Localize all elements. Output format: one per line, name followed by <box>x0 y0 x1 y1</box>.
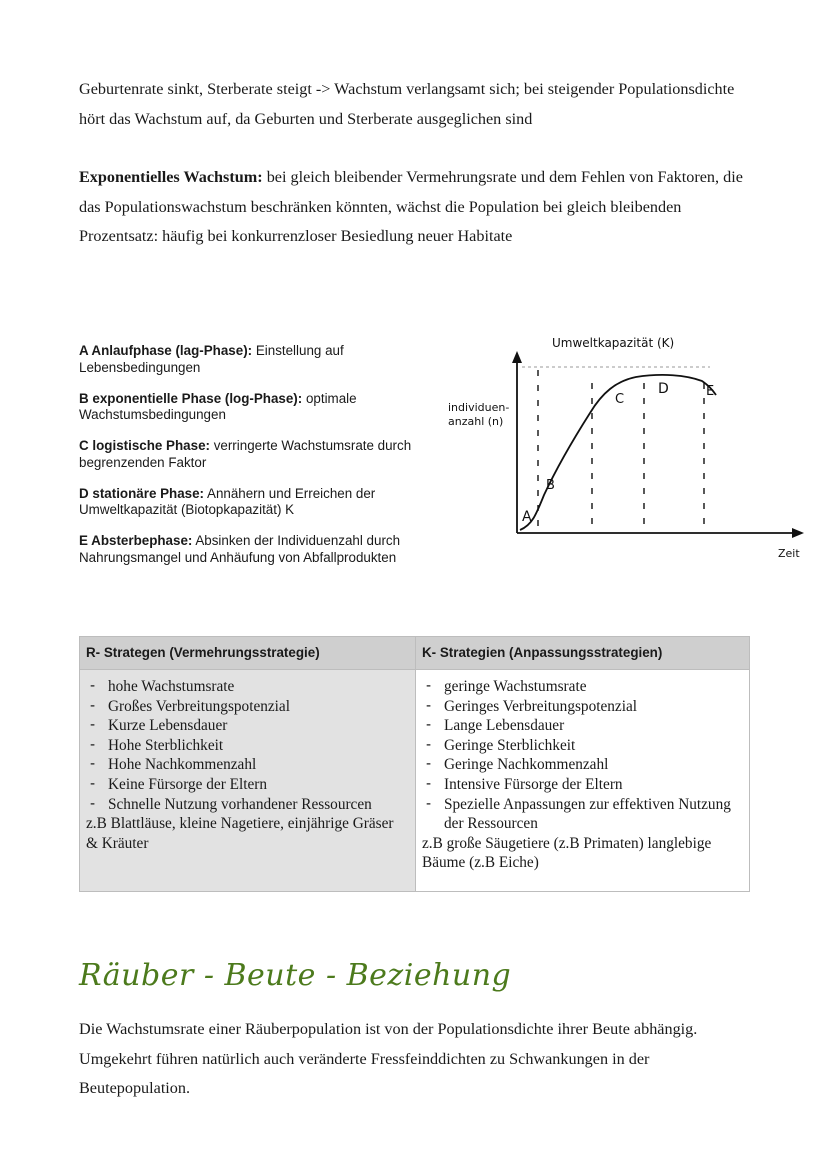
phase-d-term: D stationäre Phase: <box>79 485 205 501</box>
growth-curve-sketch <box>440 325 820 565</box>
y-axis-arrow <box>512 351 522 363</box>
list-item: - Großes Verbreitungspotenzial <box>86 697 409 717</box>
phase-a-term: A Anlaufphase (lag-Phase): <box>79 343 253 358</box>
list-item: - Intensive Fürsorge der Eltern <box>422 775 743 795</box>
x-axis-arrow <box>792 528 804 538</box>
phase-b-text: optimale Wachstumsbedingungen <box>79 390 357 422</box>
phase-a <box>79 343 439 376</box>
predator-prey-heading: Räuber - Beute - Beziehung <box>79 958 512 993</box>
phase-b-term: B exponentielle Phase (log-Phase): <box>79 390 303 406</box>
list-item: - hohe Wachstumsrate <box>86 677 409 697</box>
phase-letter-a: A <box>522 509 532 525</box>
exponential-term: Exponentielles Wachstum: <box>79 168 263 186</box>
list-item: - Lange Lebensdauer <box>422 716 743 736</box>
k-strategist-cell <box>416 670 750 892</box>
phase-letter-e: E <box>706 384 715 399</box>
phase-b <box>79 391 439 424</box>
list-item: - geringe Wachstumsrate <box>422 677 743 697</box>
list-item: - Hohe Sterblichkeit <box>86 736 409 756</box>
list-item: - Geringes Verbreitungspotenzial <box>422 697 743 717</box>
list-item: - Hohe Nachkommenzahl <box>86 755 409 775</box>
phase-e-term: E Absterbephase: <box>79 533 193 548</box>
x-label: Zeit <box>778 547 800 560</box>
list-item: - Schnelle Nutzung vorhandener Ressourcen <box>86 795 409 815</box>
phase-e-text: Absinken der Individuenzahl durch Nahrungsmangel und Anhäufung von Abfallprodukten <box>79 533 401 565</box>
growth-curve-svg <box>440 325 820 565</box>
predator-text: Die Wachstumsrate einer Räuberpopulation ist von der Populationsdichte ihrer Beute abhängig. Umgekehrt führen natürlich auch veränderte Fressfeinddichten zu Schwankungen in der Beutepopulation. <box>79 1020 698 1097</box>
phase-letter-c: C <box>615 392 625 407</box>
phase-letter-b: B <box>546 478 555 493</box>
phase-c <box>79 438 439 471</box>
list-item: - Spezielle Anpassungen zur effektiven Nutzung der Ressourcen <box>422 795 743 834</box>
intro-paragraph <box>79 75 759 134</box>
predator-paragraph <box>79 1015 759 1104</box>
phase-d <box>79 486 439 519</box>
list-item: - Geringe Nachkommenzahl <box>422 755 743 775</box>
phase-c-term: C logistische Phase: <box>79 438 210 453</box>
r-strategist-list <box>86 677 409 814</box>
intro-text: Geburtenrate sinkt, Sterberate steigt -> Wachstum verlangsamt sich; bei steigender Populationsdichte hört das Wachstum auf, da Geburten und Sterberate ausgeglichen sind <box>79 80 735 128</box>
phase-c-text: verringerte Wachstumsrate durch begrenzenden Faktor <box>79 438 412 470</box>
exponential-text: bei gleich bleibender Vermehrungsrate und dem Fehlen von Faktoren, die das Populationswachstum beschränken könnten, wächst die Population bei gleich bleibenden Prozentsatz: häufig bei konkurrenzloser Besiedlung neuer Habitate <box>79 168 743 245</box>
k-strategist-examples: z.B große Säugetiere (z.B Primaten) langlebige Bäume (z.B Eiche) <box>422 834 712 872</box>
table-row <box>80 670 750 892</box>
list-item: - Keine Fürsorge der Eltern <box>86 775 409 795</box>
strategy-table <box>79 636 750 892</box>
header-k-strategists: K- Strategien (Anpassungsstrategien) <box>416 637 750 670</box>
r-strategist-cell <box>80 670 416 892</box>
k-strategist-list <box>422 677 743 834</box>
list-item: - Kurze Lebensdauer <box>86 716 409 736</box>
table-header-row <box>80 637 750 670</box>
y-label-line2: anzahl (n) <box>448 415 504 428</box>
exponential-paragraph <box>79 163 759 252</box>
header-r-strategists: R- Strategen (Vermehrungsstrategie) <box>80 637 416 670</box>
phase-a-text: Einstellung auf Lebensbedingungen <box>79 343 344 375</box>
r-strategist-examples: z.B Blattläuse, kleine Nagetiere, einjährige Gräser & Kräuter <box>86 815 394 852</box>
phase-e <box>79 533 439 566</box>
phase-letter-d: D <box>658 381 669 397</box>
y-label-line1: individuen- <box>448 401 510 414</box>
list-item: - Geringe Sterblichkeit <box>422 736 743 756</box>
capacity-label: Umweltkapazität (K) <box>552 336 675 350</box>
phase-list <box>79 343 439 581</box>
phase-d-text: Annähern und Erreichen der Umweltkapazität (Biotopkapazität) K <box>79 485 376 517</box>
